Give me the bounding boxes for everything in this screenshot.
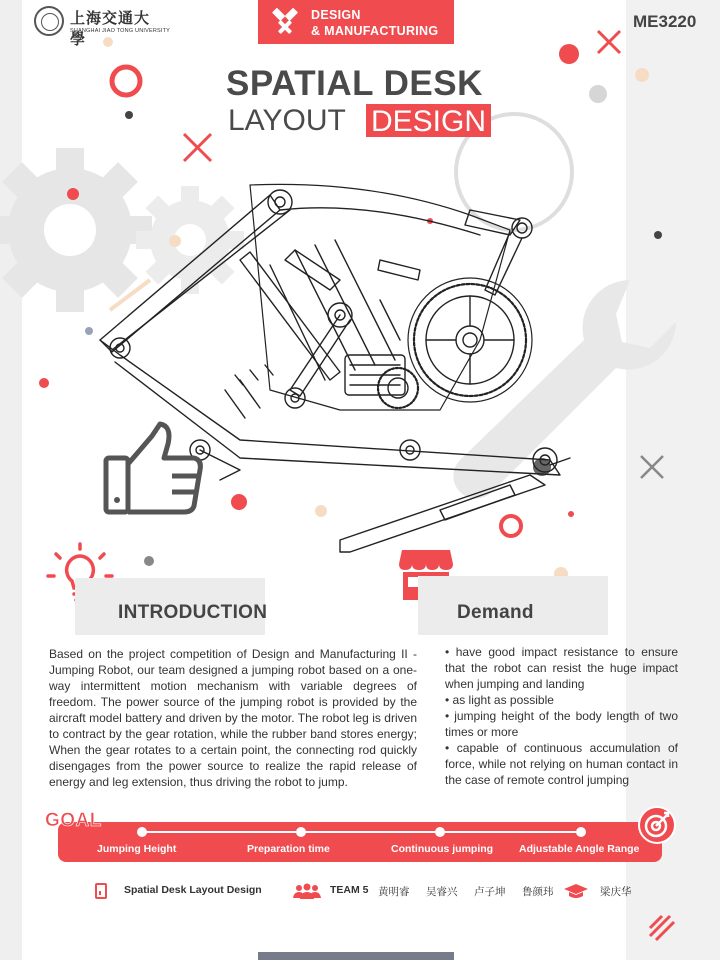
target-icon	[638, 806, 676, 844]
goal-item: Adjustable Angle Range	[519, 843, 640, 855]
category-line-2: & MANUFACTURING	[311, 24, 439, 38]
dot-decoration	[125, 111, 133, 119]
demand-item: • have good impact resistance to ensure that the robot can resist the huge impact when jumping and landing	[445, 645, 678, 691]
demand-item: • capable of continuous accumulation of force, while not relying on human contact in the case of remote control jumping	[445, 741, 678, 787]
cross-decoration	[598, 31, 620, 53]
team-member: 吴睿兴	[426, 886, 458, 898]
goal-bar	[58, 822, 662, 862]
dot-decoration	[103, 37, 113, 47]
goal-label: GOAL	[45, 810, 102, 831]
goal-timeline	[142, 831, 582, 833]
introduction-heading: INTRODUCTION	[118, 602, 268, 623]
advisor-name: 梁庆华	[600, 886, 632, 898]
goal-item: Continuous jumping	[391, 843, 494, 855]
dot-decoration	[635, 68, 649, 82]
dot-decoration	[559, 44, 579, 64]
footer-team: TEAM 5	[330, 884, 369, 896]
team-member: 黄明睿	[378, 886, 410, 898]
document-icon	[95, 883, 107, 899]
footer-project-title: Spatial Desk Layout Design	[124, 884, 262, 896]
title-line-2: LAYOUT	[228, 104, 346, 137]
title-highlight: DESIGN	[366, 104, 491, 137]
goal-marker	[137, 827, 147, 837]
graduation-cap-icon	[564, 883, 588, 899]
goal-item: Preparation time	[247, 843, 330, 855]
goal-marker	[296, 827, 306, 837]
goal-marker	[576, 827, 586, 837]
logo-english-name: SHANGHAI JIAO TONG UNIVERSITY	[70, 28, 171, 34]
demand-item: • jumping height of the body length of two times or more	[445, 709, 678, 739]
dot-decoration	[589, 85, 607, 103]
logo-chinese-name: 上海交通大學	[70, 9, 151, 48]
thumbs-up-icon	[102, 420, 206, 516]
team-member: 鲁颜玮	[522, 886, 554, 898]
hatch-decoration	[648, 914, 676, 942]
team-member: 卢子坤	[474, 886, 506, 898]
bottom-strip	[258, 952, 454, 960]
demand-item: • as light as possible	[445, 693, 554, 707]
demand-heading: Demand	[457, 602, 534, 623]
category-line-1: DESIGN	[311, 8, 361, 22]
introduction-body: Based on the project competition of Design and Manufacturing II - Jumping Robot, our team designed a jumping robot based on a one-way intermittent motion mechanism with variable degrees of freedom. The power source of the jumping robot is provided by the aircraft model battery and driven by the motor. The robot leg is driven to contract by the gear rotation, while the rubber band stores energy; When the gear rotates to a certain point, the connecting rod quickly disengages from the power source to realize the rapid release of energy and leg extension, thus driving the robot to jump.	[49, 647, 417, 789]
dot-decoration	[654, 231, 662, 239]
red-ring-decoration	[112, 67, 140, 95]
goal-marker	[435, 827, 445, 837]
course-code: ME3220	[633, 12, 697, 31]
title-line-1: SPATIAL DESK	[226, 64, 483, 103]
goal-item: Jumping Height	[97, 843, 177, 855]
demand-list	[445, 644, 678, 788]
team-icon	[293, 883, 321, 899]
cross-decoration	[641, 456, 663, 478]
